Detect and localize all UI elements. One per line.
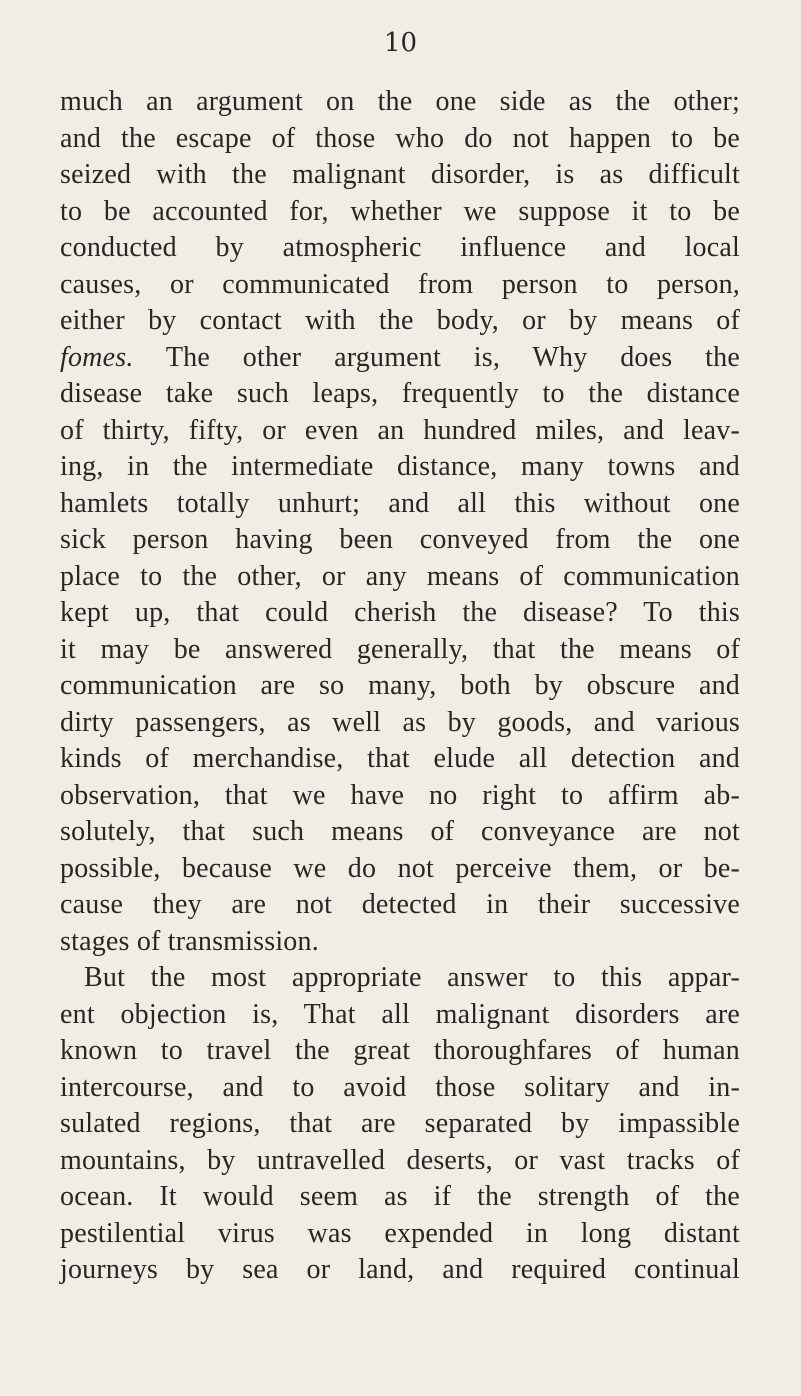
text-line: mountains, by untravelled deserts, or vast tracks of: [60, 1144, 740, 1176]
text-line: place to the other, or any means of communication: [60, 560, 740, 592]
text-line: conducted by atmospheric influence and local: [60, 232, 740, 263]
text-line: seized with the malignant disorder, is as difficult: [60, 159, 740, 190]
text-line: kinds of merchandise, that elude all detection and: [60, 743, 740, 774]
text-line: it may be answered generally, that the means of: [60, 633, 740, 665]
text-line: possible, because we do not perceive them, or be-: [60, 852, 740, 884]
text-line: known to travel the great thoroughfares of human: [60, 1035, 740, 1066]
text-line: hamlets totally unhurt; and all this without one: [60, 487, 740, 519]
italic-term: fomes.: [60, 341, 134, 373]
text-line: journeys by sea or land, and required continual: [60, 1254, 740, 1285]
text-line: communication are so many, both by obscure and: [60, 670, 740, 701]
text-line: either by contact with the body, or by means of: [60, 305, 740, 336]
text-line: dirty passengers, as well as by goods, and various: [60, 706, 740, 738]
text-line: much an argument on the one side as the other;: [60, 86, 740, 117]
text-line: sick person having been conveyed from the one: [60, 524, 740, 555]
text-line: disease take such leaps, frequently to the distance: [60, 378, 740, 409]
text-line: observation, that we have no right to affirm ab-: [60, 779, 740, 811]
text-line: intercourse, and to avoid those solitary and in-: [60, 1071, 740, 1103]
page-number: 10: [383, 28, 418, 58]
text-line: kept up, that could cherish the disease? To this: [60, 597, 740, 628]
text-line: to be accounted for, whether we suppose it to be: [60, 195, 740, 227]
text-line-rest: The other argument is, Why does the: [165, 341, 740, 373]
text-line: sulated regions, that are separated by impassible: [60, 1108, 740, 1139]
text-line: pestilential virus was expended in long distant: [60, 1217, 740, 1249]
text-line: and the escape of those who do not happen to be: [60, 122, 740, 154]
text-line: ocean. It would seem as if the strength of the: [60, 1181, 740, 1212]
text-line: solutely, that such means of conveyance are not: [60, 816, 740, 847]
text-line-paragraph-start: But the most appropriate answer to this appar-: [84, 962, 740, 993]
text-line: ent objection is, That all malignant disorders are: [60, 998, 740, 1030]
text-line: ing, in the intermediate distance, many towns and: [60, 451, 740, 482]
text-line-paragraph-end: stages of transmission.: [60, 925, 319, 957]
text-line: cause they are not detected in their successive: [60, 889, 740, 920]
text-line-with-italic: [60, 340, 740, 377]
body-text: [60, 84, 740, 1289]
text-line: of thirty, fifty, or even an hundred miles, and leav-: [60, 414, 740, 446]
text-line: causes, or communicated from person to person,: [60, 268, 740, 300]
